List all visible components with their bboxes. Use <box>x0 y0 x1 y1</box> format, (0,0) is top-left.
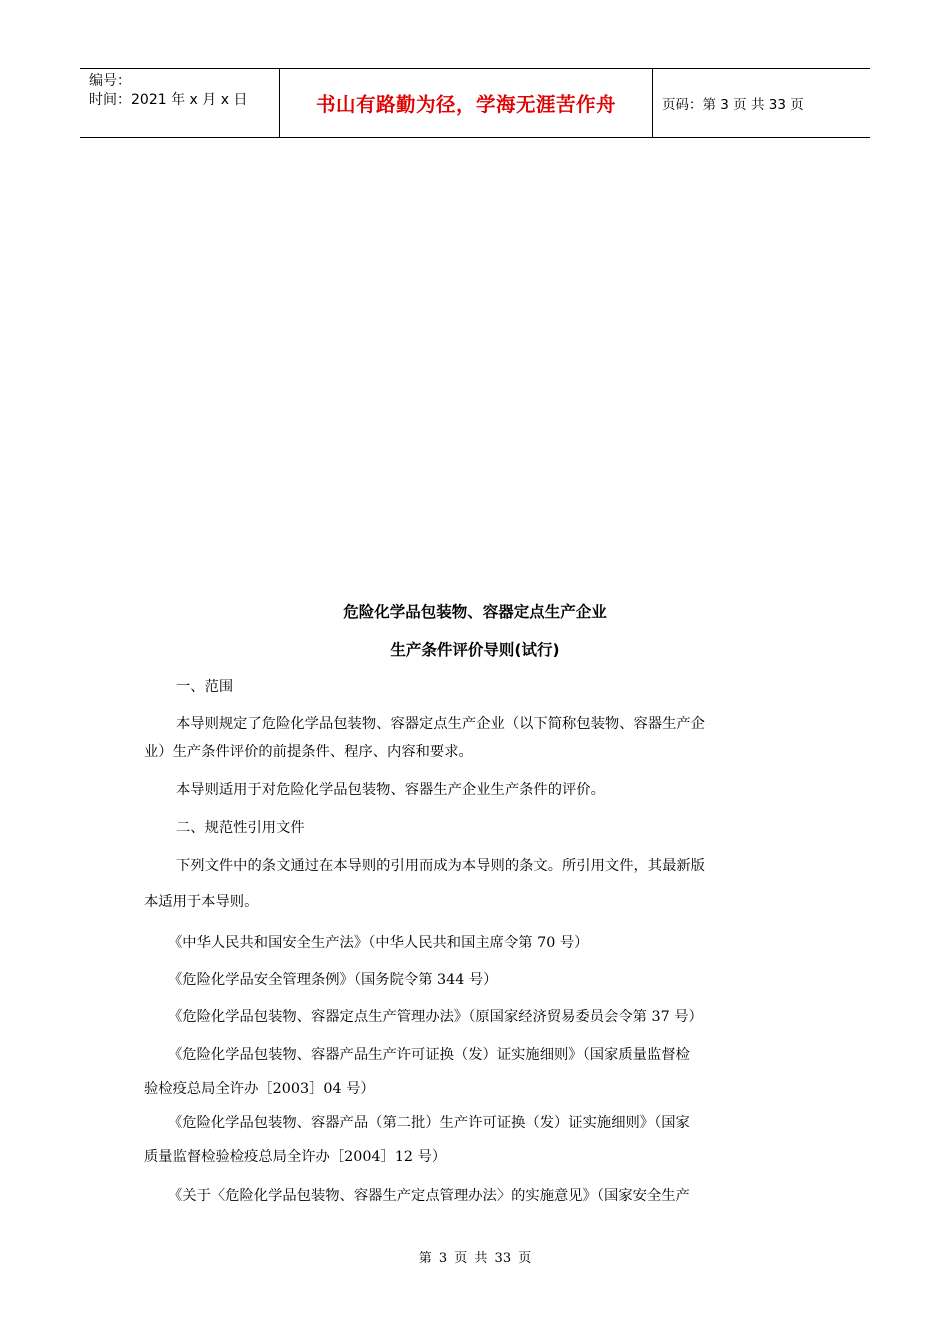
page-footer: 第 3 页 共 33 页 <box>418 1251 532 1266</box>
paragraph-scope-line2: 业）生产条件评价的前提条件、程序、内容和要求。 <box>144 744 473 760</box>
document-header <box>80 68 870 138</box>
reference-item-5-line2: 质量监督检验检疫总局全许办［2004］12 号） <box>144 1149 447 1165</box>
paragraph-references-intro-line1: 下列文件中的条文通过在本导则的引用而成为本导则的条文。所引用文件，其最新版 <box>176 858 705 874</box>
document-title-line1: 危险化学品包装物、容器定点生产企业 <box>343 603 607 621</box>
header-motto-cell <box>280 69 653 137</box>
section-heading-scope: 一、范围 <box>176 679 234 695</box>
reference-item-4-line1: 《危险化学品包装物、容器产品生产许可证换（发）证实施细则》（国家质量监督检 <box>168 1047 690 1063</box>
reference-item-5-line1: 《危险化学品包装物、容器产品（第二批）生产许可证换（发）证实施细则》（国家 <box>168 1115 690 1131</box>
paragraph-references-intro-line2: 本适用于本导则。 <box>144 894 259 910</box>
reference-item-1: 《中华人民共和国安全生产法》（中华人民共和国主席令第 70 号） <box>168 935 589 951</box>
section-heading-references: 二、规范性引用文件 <box>176 820 305 836</box>
document-title-line2: 生产条件评价导则(试行) <box>390 641 560 659</box>
time-label: 时间：2021 年 x 月 x 日 <box>89 92 248 108</box>
header-page-info: 页码：第 3 页 共 33 页 <box>662 97 804 113</box>
motto: 书山有路勤为径，学海无涯苦作舟 <box>315 93 616 116</box>
paragraph-scope-line1: 本导则规定了危险化学品包装物、容器定点生产企业（以下简称包装物、容器生产企 <box>176 716 705 732</box>
header-page-cell <box>653 69 870 137</box>
paragraph-applicability: 本导则适用于对危险化学品包装物、容器生产企业生产条件的评价。 <box>176 782 605 798</box>
reference-item-2: 《危险化学品安全管理条例》（国务院令第 344 号） <box>168 972 498 988</box>
reference-item-3: 《危险化学品包装物、容器定点生产管理办法》（原国家经济贸易委员会令第 37 号） <box>168 1009 703 1025</box>
reference-item-6-line1: 《关于〈危险化学品包装物、容器生产定点管理办法〉的实施意见》（国家安全生产 <box>168 1188 690 1204</box>
header-meta-cell <box>80 69 280 137</box>
number-label: 编号： <box>89 73 131 89</box>
reference-item-4-line2: 验检疫总局全许办［2003］04 号） <box>144 1081 375 1097</box>
